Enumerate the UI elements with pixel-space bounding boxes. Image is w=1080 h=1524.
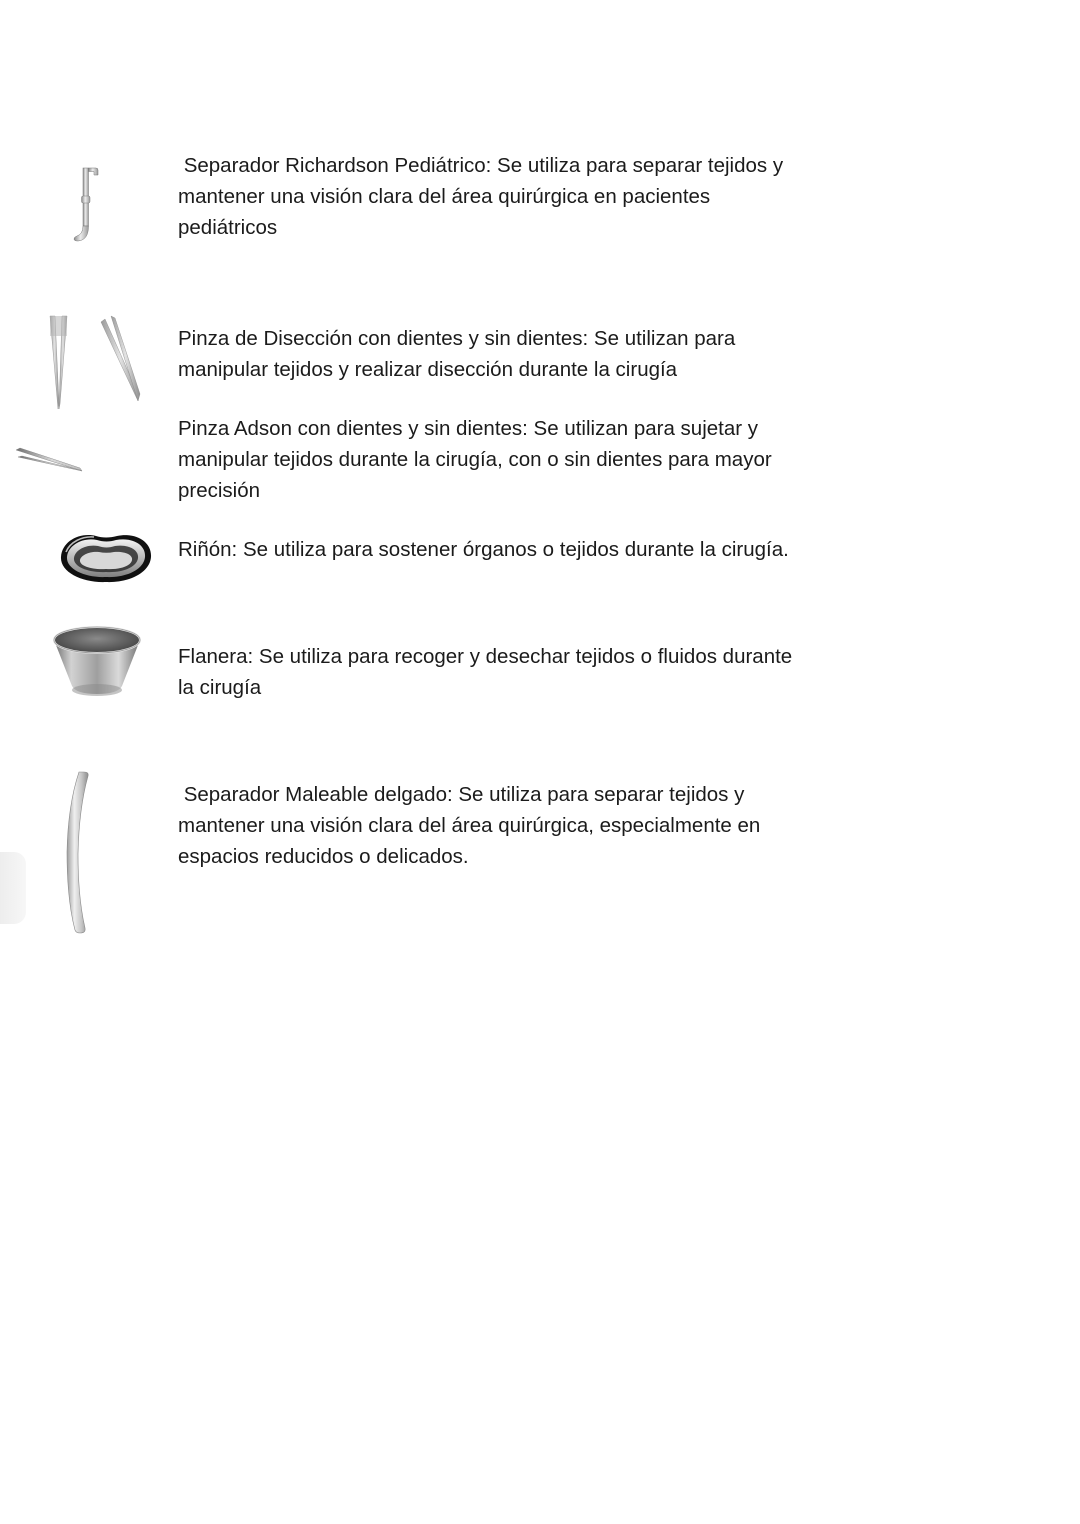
text-line: mantener una visión clara del área quirúrgica, especialmente en [178, 814, 761, 837]
adson-forceps-icon [14, 444, 86, 478]
text-line: Separador Richardson Pediátrico: Se utiliza para separar tejidos y [178, 154, 784, 177]
paragraph-malleable-retractor [178, 779, 760, 872]
text-line: pediátricos [178, 216, 278, 239]
dissection-forceps-image [38, 314, 143, 416]
text-line: manipular tejidos y realizar disección durante la cirugía [178, 358, 678, 381]
text-line: espacios reducidos o delicados. [178, 845, 469, 868]
text-line: Pinza Adson con dientes y sin dientes: Se utilizan para sujetar y [178, 417, 759, 440]
text-line: Riñón: Se utiliza para sostener órganos o tejidos durante la cirugía. [178, 538, 789, 561]
text-line: precisión [178, 479, 261, 502]
text-line: Flanera: Se utiliza para recoger y desechar tejidos o fluidos durante [178, 645, 793, 668]
bowl-image [46, 620, 148, 702]
paragraph-dissection-forceps [178, 323, 735, 385]
paragraph-kidney-dish [178, 534, 789, 565]
paragraph-richardson-retractor [178, 150, 783, 243]
text-line: Separador Maleable delgado: Se utiliza para separar tejidos y [178, 783, 745, 806]
text-line: mantener una visión clara del área quirúrgica en pacientes [178, 185, 711, 208]
paragraph-bowl [178, 641, 792, 703]
adson-forceps-image [14, 444, 86, 478]
bowl-icon [46, 620, 148, 702]
text-line: la cirugía [178, 676, 262, 699]
paragraph-adson-forceps [178, 413, 772, 506]
text-line: Pinza de Disección con dientes y sin dientes: Se utilizan para [178, 327, 736, 350]
text-line: manipular tejidos durante la cirugía, con o sin dientes para mayor [178, 448, 772, 471]
richardson-retractor-icon [70, 160, 102, 242]
richardson-retractor-image [70, 160, 102, 242]
malleable-retractor-image [58, 770, 96, 935]
dissection-forceps-icon [38, 314, 143, 416]
kidney-dish-icon [56, 526, 156, 588]
kidney-dish-image [56, 526, 156, 588]
partial-image-edge [0, 852, 26, 924]
malleable-retractor-icon [58, 770, 96, 935]
